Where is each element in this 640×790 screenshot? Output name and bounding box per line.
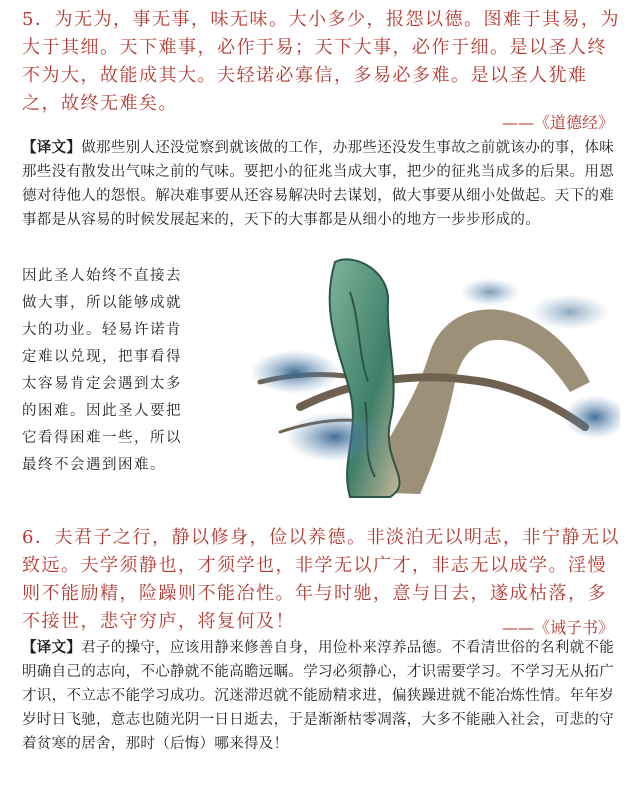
pine-tree-illustration bbox=[240, 232, 620, 502]
source-daodejing: ——《道德经》 bbox=[501, 113, 614, 132]
source-jiezishu: ——《诫子书》 bbox=[501, 618, 614, 637]
quote-daodejing: 5．为无为，事无事，味无味。大小多少，报怨以德。图难于其易，为大于其细。天下难事，必作于易；天下大事，必作于细。是以圣人终不为大，故能成其大。夫轻诺必寡信，多易必多难。是以圣人犹难之，故终无难矣。 bbox=[22, 9, 620, 114]
translation-tag: 【译文】 bbox=[22, 140, 82, 156]
translation-daodejing bbox=[22, 136, 620, 232]
translation-text: 做那些别人还没觉察到就该做的工作，办那些还没发生事故之前就该办的事，体味那些没有散发出气味之前的气味。要把小的征兆当成大事，把少的征兆当成多的后果。用恩德对待他人的怨恨。解决难事要从还容易解决时去谋划，做大事要从细小处做起。天下的难事都是从容易的时候发展起来的，天下的大事都是从细小的地方一步步形成的。 bbox=[22, 140, 614, 228]
quote-jiezishu: 6．夫君子之行，静以修身，俭以养德。非淡泊无以明志，非宁静无以致远。夫学须静也，才须学也，非学无以广才，非志无以成学。淫慢则不能励精，险躁则不能冶性。年与时驰，意与日去，遂成枯落，多不接世，悲守穷庐，将复何及！ bbox=[22, 527, 620, 632]
translation-daodejing-continued: 因此圣人始终不直接去做大事，所以能够成就大的功业。轻易许诺肯定难以兑现，把事看得太容易肯定会遇到太多的困难。因此圣人要把它看得困难一些，所以最终不会遇到困难。 bbox=[22, 268, 182, 473]
translation-text: 君子的操守，应该用静来修善自身，用俭朴来淳养品德。不看清世俗的名利就不能明确自己的志向，不心静就不能高瞻远瞩。学习必须静心，才识需要学习。不学习无从拓广才识，不立志不能学习成功。沉迷滞迟就不能励精求进，偏狭躁进就不能冶炼性情。年年岁岁时日飞驰，意志也随光阴一日日逝去，于是渐渐枯零凋落，大多不能融入社会，可悲的守着贫寒的居舍，那时（后悔）哪来得及！ bbox=[22, 640, 614, 752]
translation-jiezishu bbox=[22, 636, 620, 756]
translation-tag: 【译文】 bbox=[22, 640, 82, 656]
